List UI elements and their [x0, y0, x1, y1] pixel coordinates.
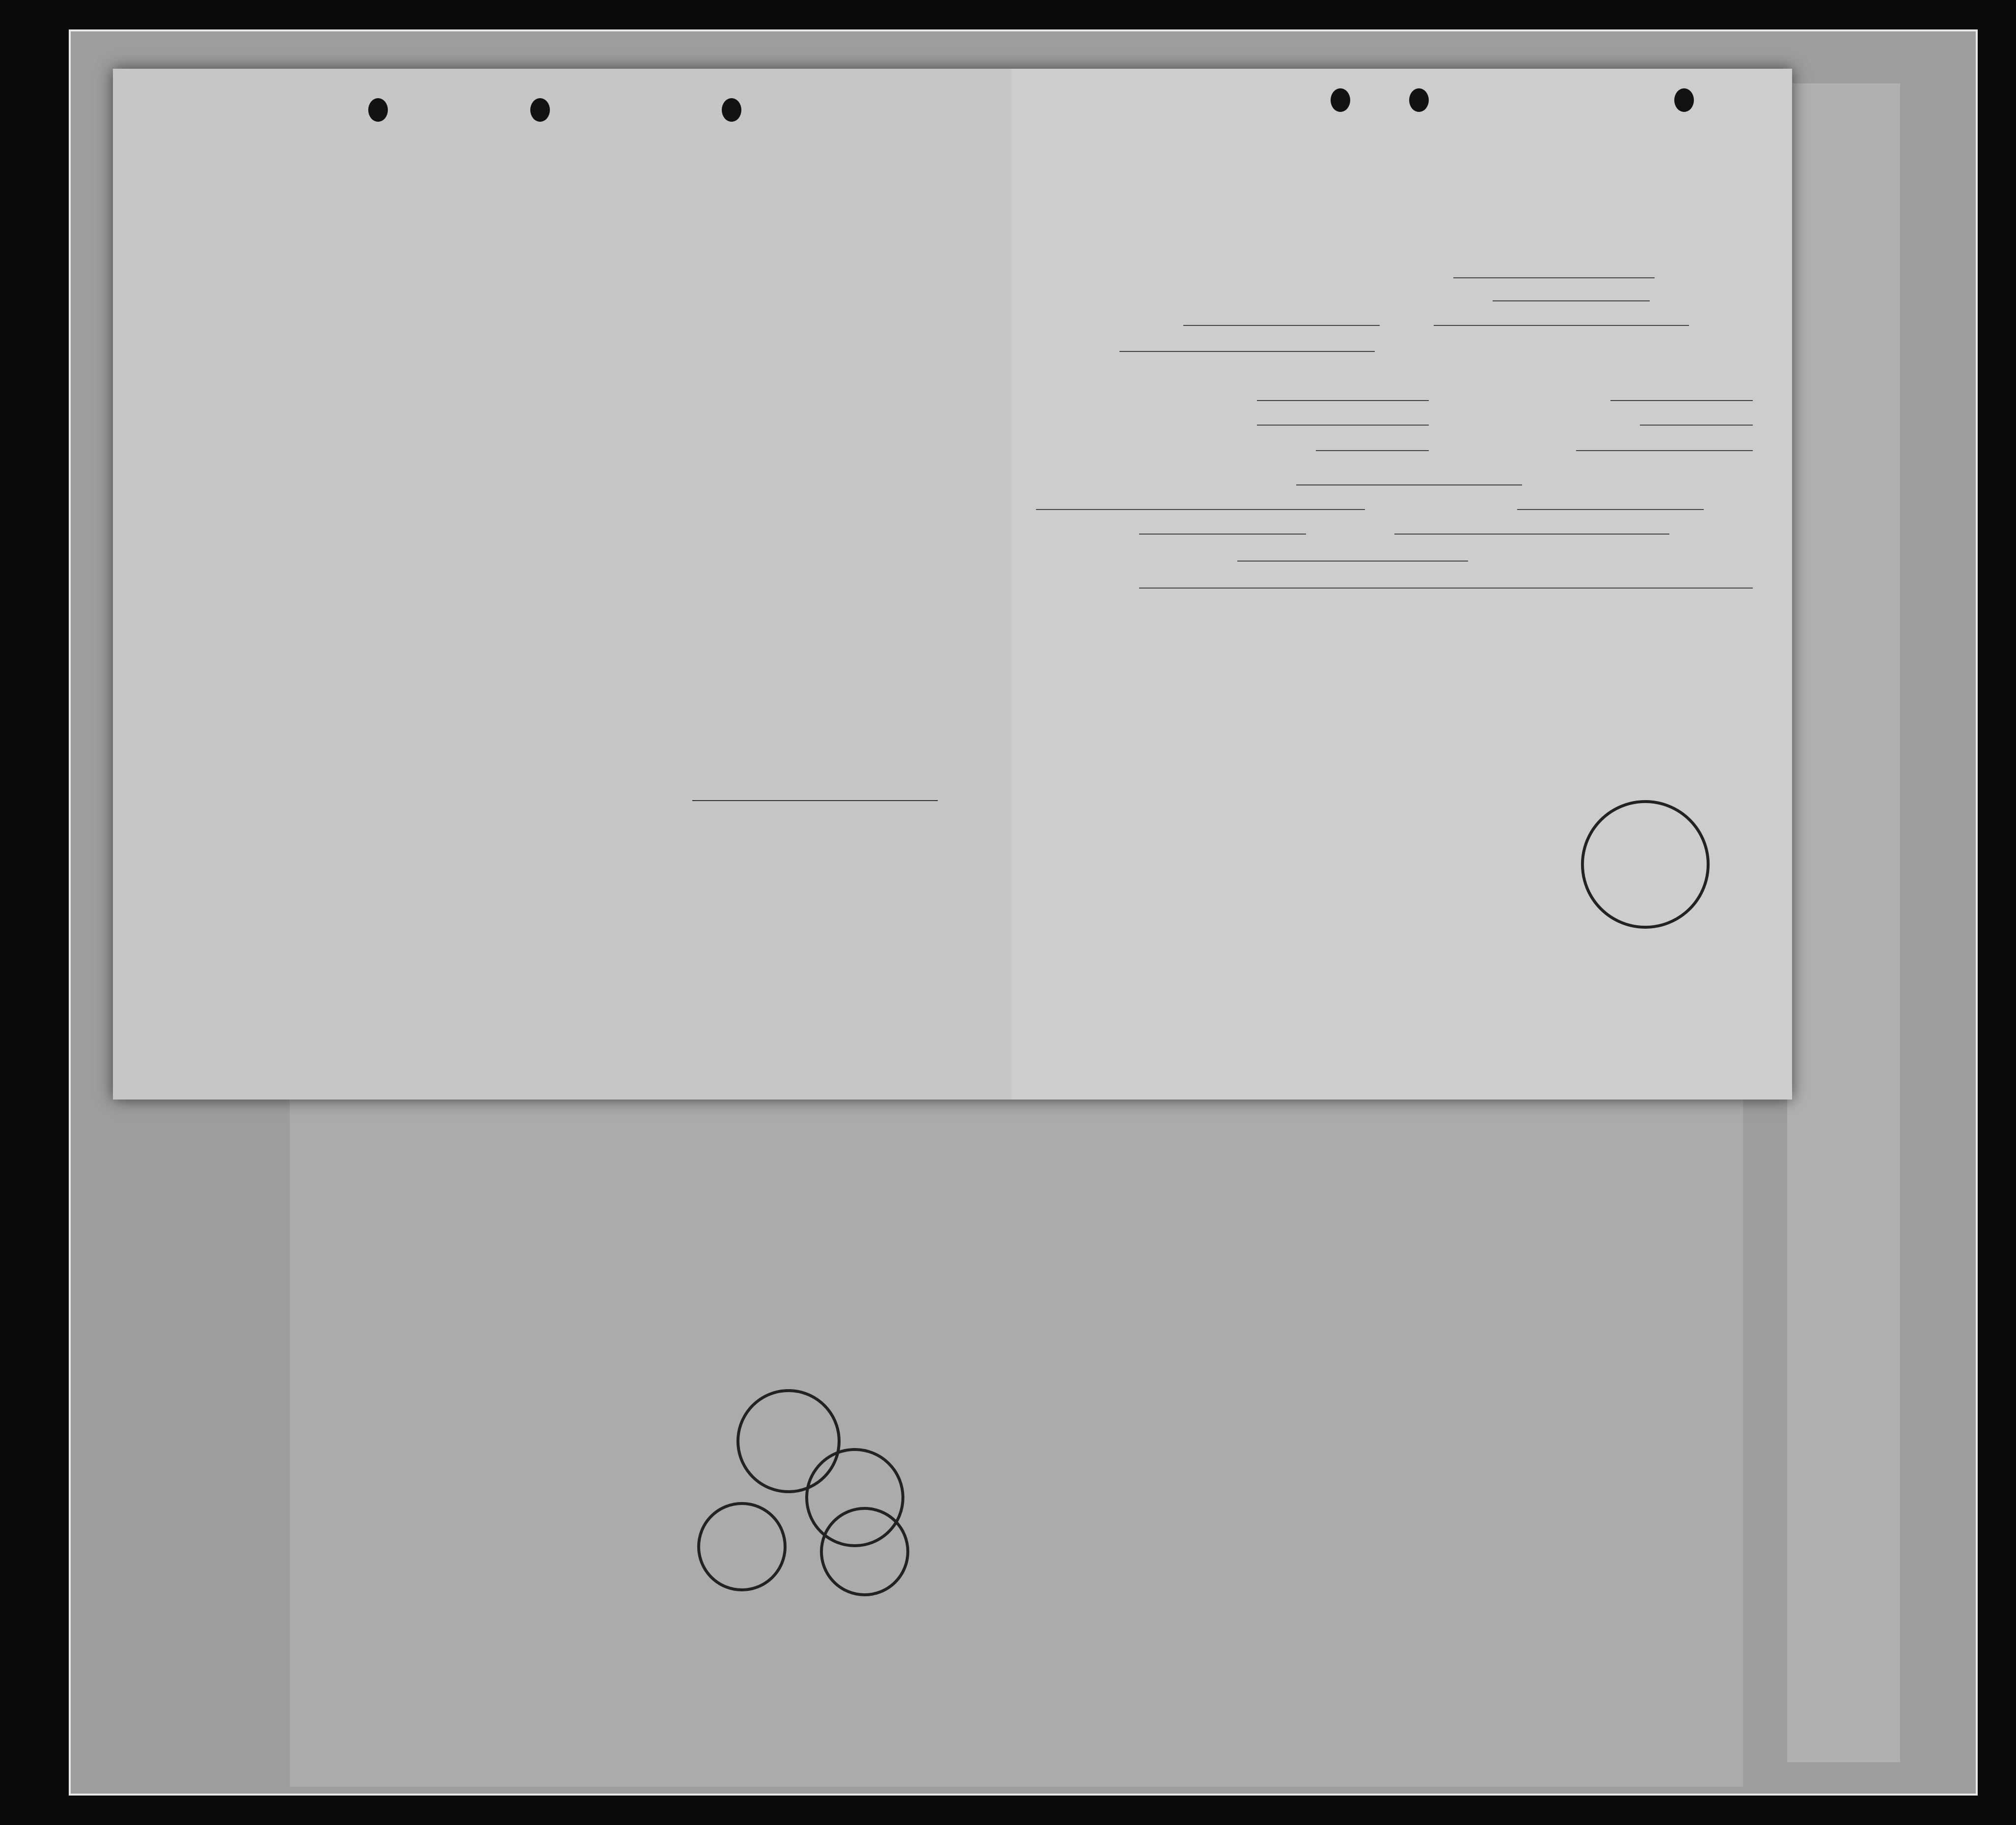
underline: [1316, 450, 1429, 451]
underline: [1434, 325, 1689, 326]
binder-hole: [1409, 88, 1429, 112]
underline: [1119, 351, 1375, 352]
underline: [1517, 509, 1704, 510]
binder-hole: [1674, 88, 1694, 112]
signature-line: [692, 800, 938, 801]
underline: [1036, 509, 1365, 510]
manifest-table: [290, 1070, 1743, 1787]
underline: [1493, 300, 1650, 301]
underline: [1640, 425, 1753, 426]
underline: [1394, 534, 1669, 535]
binder-hole: [368, 98, 388, 122]
manifest-right-margin: [1787, 83, 1900, 1762]
form-left-page: [113, 69, 1011, 1100]
underline: [1139, 588, 1753, 589]
underline: [1139, 534, 1306, 535]
underline: [1257, 425, 1429, 426]
underline: [1183, 325, 1380, 326]
underline: [1453, 277, 1655, 278]
underline: [1576, 450, 1753, 451]
underline: [1296, 484, 1522, 485]
binder-hole: [722, 98, 741, 122]
consular-seal-3: [697, 1502, 787, 1591]
form-right-page: [1011, 69, 1792, 1100]
underline: [1610, 400, 1753, 401]
underline: [1237, 561, 1468, 562]
underline: [1257, 400, 1429, 401]
crew-change-form: [113, 69, 1792, 1100]
binder-hole: [1331, 88, 1350, 112]
ellis-island-stamp: [1581, 800, 1710, 929]
consular-seal-4: [820, 1507, 909, 1596]
binder-hole: [530, 98, 550, 122]
